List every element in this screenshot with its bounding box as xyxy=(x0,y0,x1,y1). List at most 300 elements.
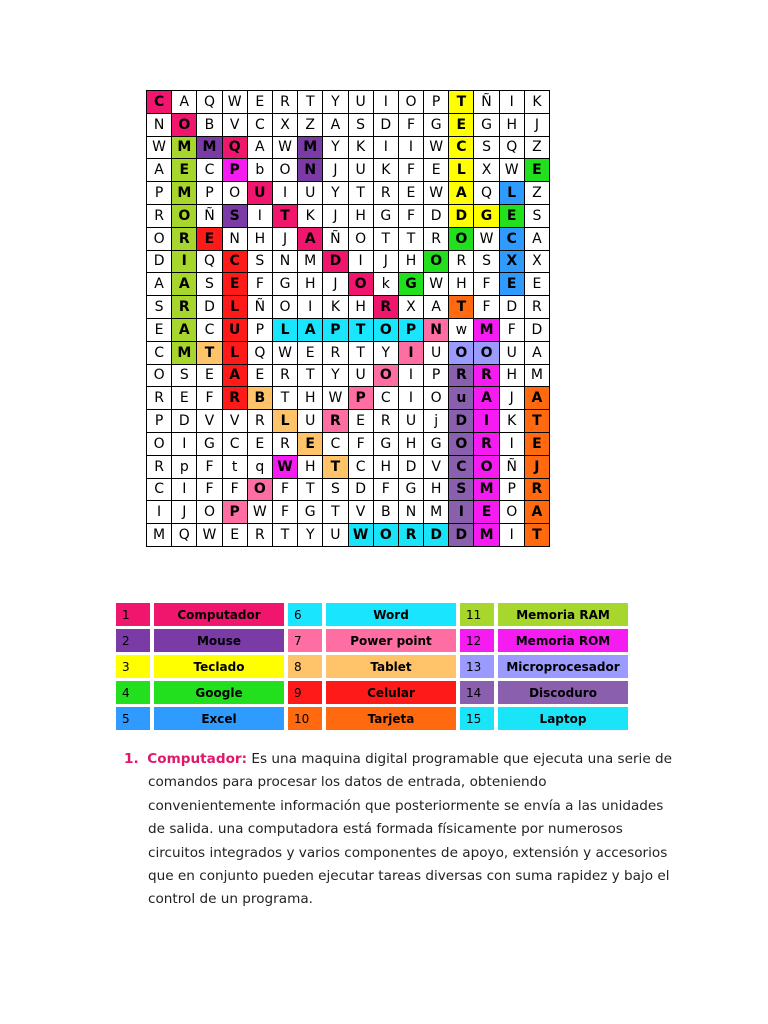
grid-cell: E xyxy=(298,341,323,364)
grid-cell: I xyxy=(499,524,524,547)
grid-cell: O xyxy=(247,478,272,501)
grid-cell: T xyxy=(524,410,549,433)
grid-cell: G xyxy=(474,204,499,227)
grid-cell: D xyxy=(524,318,549,341)
grid-cell: O xyxy=(348,273,373,296)
legend-word: Tablet xyxy=(326,655,456,678)
grid-cell: R xyxy=(373,410,398,433)
grid-cell: F xyxy=(247,273,272,296)
grid-cell: T xyxy=(298,364,323,387)
legend-word: Word xyxy=(326,603,456,626)
legend-number: 13 xyxy=(460,655,494,678)
grid-cell: D xyxy=(147,250,172,273)
grid-cell: W xyxy=(474,227,499,250)
grid-cell: G xyxy=(398,273,423,296)
grid-cell: T xyxy=(272,204,297,227)
grid-cell: A xyxy=(524,501,549,524)
grid-cell: Q xyxy=(474,182,499,205)
grid-cell: W xyxy=(424,182,449,205)
grid-cell: P xyxy=(499,478,524,501)
grid-cell: S xyxy=(197,273,222,296)
grid-cell: S xyxy=(474,136,499,159)
grid-cell: W xyxy=(197,524,222,547)
grid-cell: R xyxy=(172,227,197,250)
grid-cell: R xyxy=(247,524,272,547)
grid-cell: J xyxy=(172,501,197,524)
grid-cell: I xyxy=(398,387,423,410)
grid-cell: D xyxy=(449,524,474,547)
grid-cell: S xyxy=(247,250,272,273)
grid-cell: Q xyxy=(197,250,222,273)
legend-number: 15 xyxy=(460,707,494,730)
grid-cell: E xyxy=(172,387,197,410)
grid-cell: O xyxy=(172,204,197,227)
grid-cell: F xyxy=(398,204,423,227)
grid-cell: R xyxy=(272,364,297,387)
grid-cell: D xyxy=(197,296,222,319)
grid-cell: T xyxy=(449,296,474,319)
grid-cell: A xyxy=(147,273,172,296)
grid-cell: G xyxy=(373,432,398,455)
grid-cell: C xyxy=(197,159,222,182)
legend-number: 8 xyxy=(288,655,322,678)
legend-number: 5 xyxy=(116,707,150,730)
legend-row xyxy=(116,629,628,652)
grid-cell: M xyxy=(298,250,323,273)
grid-cell: C xyxy=(373,387,398,410)
legend-word: Computador xyxy=(154,603,284,626)
grid-cell: H xyxy=(298,273,323,296)
legend-word: Google xyxy=(154,681,284,704)
grid-cell: G xyxy=(424,113,449,136)
grid-cell: D xyxy=(449,204,474,227)
grid-cell: Ñ xyxy=(197,204,222,227)
grid-cell: E xyxy=(449,113,474,136)
grid-cell: V xyxy=(222,410,247,433)
grid-cell: p xyxy=(172,455,197,478)
grid-cell: C xyxy=(222,432,247,455)
grid-cell: O xyxy=(474,341,499,364)
grid-cell: E xyxy=(197,227,222,250)
grid-cell: I xyxy=(398,341,423,364)
grid-row xyxy=(147,113,550,136)
grid-cell: A xyxy=(524,341,549,364)
grid-cell: O xyxy=(147,364,172,387)
grid-cell: R xyxy=(147,204,172,227)
grid-cell: Y xyxy=(323,91,348,114)
grid-cell: B xyxy=(373,501,398,524)
grid-cell: O xyxy=(172,113,197,136)
grid-cell: R xyxy=(272,91,297,114)
grid-cell: M xyxy=(424,501,449,524)
legend-row xyxy=(116,655,628,678)
grid-cell: A xyxy=(172,273,197,296)
grid-cell: D xyxy=(424,204,449,227)
grid-cell: K xyxy=(524,91,549,114)
grid-cell: O xyxy=(147,227,172,250)
definition-number: 1. xyxy=(124,751,139,767)
legend-row xyxy=(116,603,628,626)
grid-row xyxy=(147,227,550,250)
grid-cell: A xyxy=(172,91,197,114)
grid-cell: j xyxy=(424,410,449,433)
grid-cell: C xyxy=(222,250,247,273)
grid-cell: L xyxy=(272,410,297,433)
grid-cell: R xyxy=(449,364,474,387)
grid-cell: W xyxy=(348,524,373,547)
grid-cell: R xyxy=(172,296,197,319)
grid-cell: T xyxy=(298,91,323,114)
grid-cell: H xyxy=(424,478,449,501)
grid-cell: C xyxy=(499,227,524,250)
grid-cell: E xyxy=(524,273,549,296)
grid-cell: S xyxy=(449,478,474,501)
grid-cell: I xyxy=(298,296,323,319)
grid-cell: O xyxy=(272,159,297,182)
legend-word: Microprocesador xyxy=(498,655,628,678)
grid-cell: O xyxy=(424,387,449,410)
grid-cell: P xyxy=(222,159,247,182)
grid-cell: M xyxy=(474,478,499,501)
grid-cell: V xyxy=(348,501,373,524)
grid-cell: X xyxy=(272,113,297,136)
grid-cell: U xyxy=(499,341,524,364)
legend-number: 3 xyxy=(116,655,150,678)
grid-cell: H xyxy=(499,113,524,136)
grid-cell: H xyxy=(499,364,524,387)
grid-row xyxy=(147,364,550,387)
grid-cell: F xyxy=(348,432,373,455)
grid-cell: L xyxy=(222,296,247,319)
grid-cell: I xyxy=(449,501,474,524)
grid-cell: Q xyxy=(172,524,197,547)
grid-cell: R xyxy=(247,410,272,433)
grid-cell: A xyxy=(222,364,247,387)
grid-cell: U xyxy=(222,318,247,341)
word-legend xyxy=(112,600,632,733)
grid-cell: L xyxy=(449,159,474,182)
grid-cell: A xyxy=(524,387,549,410)
grid-row xyxy=(147,455,550,478)
grid-cell: M xyxy=(524,364,549,387)
grid-cell: F xyxy=(474,296,499,319)
grid-cell: O xyxy=(474,455,499,478)
grid-cell: Y xyxy=(298,524,323,547)
grid-cell: D xyxy=(348,478,373,501)
grid-cell: F xyxy=(373,478,398,501)
grid-row xyxy=(147,91,550,114)
grid-cell: E xyxy=(524,159,549,182)
grid-cell: b xyxy=(247,159,272,182)
grid-cell: A xyxy=(323,113,348,136)
grid-row xyxy=(147,524,550,547)
grid-cell: I xyxy=(499,91,524,114)
grid-row xyxy=(147,136,550,159)
grid-row xyxy=(147,387,550,410)
grid-cell: t xyxy=(222,455,247,478)
grid-cell: Y xyxy=(323,364,348,387)
grid-cell: K xyxy=(298,204,323,227)
grid-cell: I xyxy=(398,136,423,159)
legend-row xyxy=(116,707,628,730)
grid-cell: W xyxy=(272,341,297,364)
grid-cell: U xyxy=(424,341,449,364)
grid-cell: X xyxy=(499,250,524,273)
grid-cell: I xyxy=(147,501,172,524)
grid-cell: G xyxy=(398,478,423,501)
legend-word: Laptop xyxy=(498,707,628,730)
grid-cell: U xyxy=(348,364,373,387)
grid-cell: A xyxy=(298,227,323,250)
grid-cell: V xyxy=(197,410,222,433)
grid-cell: E xyxy=(222,524,247,547)
grid-cell: U xyxy=(247,182,272,205)
grid-cell: T xyxy=(398,227,423,250)
legend-number: 9 xyxy=(288,681,322,704)
grid-cell: Q xyxy=(197,91,222,114)
grid-cell: J xyxy=(373,250,398,273)
grid-cell: C xyxy=(247,113,272,136)
grid-cell: E xyxy=(499,204,524,227)
grid-cell: W xyxy=(323,387,348,410)
grid-cell: I xyxy=(172,250,197,273)
grid-cell: F xyxy=(197,387,222,410)
grid-cell: Ñ xyxy=(247,296,272,319)
legend-number: 7 xyxy=(288,629,322,652)
grid-row xyxy=(147,250,550,273)
grid-cell: M xyxy=(197,136,222,159)
grid-cell: M xyxy=(298,136,323,159)
legend-number: 10 xyxy=(288,707,322,730)
grid-cell: C xyxy=(147,478,172,501)
grid-cell: D xyxy=(398,455,423,478)
grid-cell: N xyxy=(424,318,449,341)
grid-cell: S xyxy=(172,364,197,387)
grid-cell: G xyxy=(373,204,398,227)
grid-cell: A xyxy=(524,227,549,250)
grid-cell: H xyxy=(348,296,373,319)
grid-cell: P xyxy=(348,387,373,410)
grid-cell: P xyxy=(424,364,449,387)
grid-cell: T xyxy=(348,318,373,341)
grid-cell: w xyxy=(449,318,474,341)
grid-cell: X xyxy=(524,250,549,273)
grid-cell: Y xyxy=(323,182,348,205)
grid-cell: Q xyxy=(222,136,247,159)
grid-cell: C xyxy=(449,136,474,159)
grid-cell: X xyxy=(474,159,499,182)
grid-cell: T xyxy=(373,227,398,250)
grid-cell: C xyxy=(348,455,373,478)
grid-cell: C xyxy=(449,455,474,478)
grid-cell: E xyxy=(147,318,172,341)
grid-cell: T xyxy=(298,478,323,501)
grid-cell: G xyxy=(197,432,222,455)
grid-cell: M xyxy=(147,524,172,547)
legend-word: Tarjeta xyxy=(326,707,456,730)
grid-cell: C xyxy=(323,432,348,455)
grid-cell: Z xyxy=(298,113,323,136)
grid-cell: O xyxy=(449,341,474,364)
grid-cell: W xyxy=(424,273,449,296)
grid-cell: T xyxy=(197,341,222,364)
legend-number: 2 xyxy=(116,629,150,652)
grid-row xyxy=(147,501,550,524)
grid-cell: F xyxy=(398,113,423,136)
grid-cell: A xyxy=(298,318,323,341)
grid-cell: P xyxy=(247,318,272,341)
grid-cell: J xyxy=(524,455,549,478)
grid-cell: T xyxy=(449,91,474,114)
grid-cell: C xyxy=(197,318,222,341)
definition-section xyxy=(124,748,672,912)
grid-cell: V xyxy=(424,455,449,478)
grid-cell: F xyxy=(197,478,222,501)
grid-cell: E xyxy=(298,432,323,455)
legend-number: 1 xyxy=(116,603,150,626)
grid-cell: H xyxy=(373,455,398,478)
grid-cell: N xyxy=(398,501,423,524)
grid-cell: A xyxy=(449,182,474,205)
legend-word: Memoria ROM xyxy=(498,629,628,652)
grid-row xyxy=(147,296,550,319)
grid-cell: F xyxy=(197,455,222,478)
grid-cell: E xyxy=(424,159,449,182)
grid-cell: E xyxy=(398,182,423,205)
grid-cell: R xyxy=(449,250,474,273)
grid-cell: F xyxy=(272,501,297,524)
grid-cell: E xyxy=(222,273,247,296)
grid-cell: I xyxy=(272,182,297,205)
grid-cell: I xyxy=(247,204,272,227)
grid-cell: P xyxy=(147,182,172,205)
grid-cell: q xyxy=(247,455,272,478)
grid-cell: D xyxy=(449,410,474,433)
grid-cell: Ñ xyxy=(323,227,348,250)
legend-number: 4 xyxy=(116,681,150,704)
grid-cell: J xyxy=(524,113,549,136)
grid-cell: O xyxy=(449,227,474,250)
grid-cell: E xyxy=(247,432,272,455)
legend-number: 14 xyxy=(460,681,494,704)
grid-cell: K xyxy=(348,136,373,159)
grid-cell: E xyxy=(247,364,272,387)
grid-cell: I xyxy=(499,432,524,455)
grid-cell: T xyxy=(348,341,373,364)
grid-cell: O xyxy=(398,91,423,114)
grid-cell: R xyxy=(398,524,423,547)
legend-number: 11 xyxy=(460,603,494,626)
grid-cell: O xyxy=(373,524,398,547)
definition-term: Computador: xyxy=(147,751,248,767)
grid-cell: T xyxy=(272,387,297,410)
grid-cell: M xyxy=(474,524,499,547)
grid-cell: O xyxy=(348,227,373,250)
grid-cell: W xyxy=(247,501,272,524)
grid-cell: E xyxy=(197,364,222,387)
grid-cell: Q xyxy=(247,341,272,364)
grid-cell: R xyxy=(147,387,172,410)
grid-cell: E xyxy=(172,159,197,182)
grid-cell: A xyxy=(172,318,197,341)
grid-cell: K xyxy=(323,296,348,319)
grid-cell: M xyxy=(172,341,197,364)
grid-cell: O xyxy=(147,432,172,455)
grid-cell: Z xyxy=(524,136,549,159)
grid-cell: I xyxy=(348,250,373,273)
word-search-grid xyxy=(146,90,550,547)
legend-word: Mouse xyxy=(154,629,284,652)
grid-cell: L xyxy=(222,341,247,364)
grid-cell: A xyxy=(147,159,172,182)
legend-number: 12 xyxy=(460,629,494,652)
grid-cell: P xyxy=(323,318,348,341)
grid-cell: R xyxy=(524,296,549,319)
grid-row xyxy=(147,410,550,433)
grid-cell: U xyxy=(348,159,373,182)
definition-text: Es una maquina digital programable que ejecuta una serie de comandos para procesar los datos de entrada, obteniendo convenientemente información que posteriormente se envía a las unidades de salida. una computadora está formada físicamente por numerosos circuitos integrados y varios componentes de apoyo, extensión y accesorios que en conjunto pueden ejecutar tareas diversas con suma rapidez y bajo el control de un programa. xyxy=(148,751,673,908)
grid-cell: T xyxy=(524,524,549,547)
grid-cell: N xyxy=(147,113,172,136)
grid-cell: R xyxy=(272,432,297,455)
grid-cell: P xyxy=(424,91,449,114)
grid-cell: O xyxy=(272,296,297,319)
grid-cell: R xyxy=(474,432,499,455)
grid-cell: O xyxy=(499,501,524,524)
grid-cell: W xyxy=(222,91,247,114)
grid-cell: K xyxy=(373,159,398,182)
grid-cell: E xyxy=(499,273,524,296)
grid-cell: I xyxy=(373,136,398,159)
grid-cell: S xyxy=(323,478,348,501)
grid-cell: H xyxy=(398,432,423,455)
grid-cell: P xyxy=(222,501,247,524)
grid-cell: O xyxy=(449,432,474,455)
grid-cell: E xyxy=(348,410,373,433)
grid-cell: S xyxy=(348,113,373,136)
grid-cell: E xyxy=(474,501,499,524)
grid-cell: O xyxy=(222,182,247,205)
legend-word: Excel xyxy=(154,707,284,730)
legend-word: Teclado xyxy=(154,655,284,678)
grid-cell: I xyxy=(172,478,197,501)
grid-cell: F xyxy=(272,478,297,501)
grid-row xyxy=(147,273,550,296)
legend-word: Power point xyxy=(326,629,456,652)
grid-cell: R xyxy=(524,478,549,501)
grid-row xyxy=(147,432,550,455)
grid-cell: J xyxy=(272,227,297,250)
grid-cell: R xyxy=(323,341,348,364)
grid-cell: D xyxy=(499,296,524,319)
grid-cell: C xyxy=(147,341,172,364)
grid-cell: A xyxy=(247,136,272,159)
grid-cell: B xyxy=(247,387,272,410)
grid-cell: R xyxy=(147,455,172,478)
grid-row xyxy=(147,318,550,341)
grid-cell: P xyxy=(197,182,222,205)
grid-cell: T xyxy=(348,182,373,205)
grid-cell: W xyxy=(424,136,449,159)
grid-cell: J xyxy=(323,159,348,182)
legend-word: Discoduro xyxy=(498,681,628,704)
grid-cell: J xyxy=(323,204,348,227)
grid-cell: U xyxy=(398,410,423,433)
grid-row xyxy=(147,478,550,501)
legend-number: 6 xyxy=(288,603,322,626)
grid-cell: I xyxy=(398,364,423,387)
grid-cell: M xyxy=(474,318,499,341)
